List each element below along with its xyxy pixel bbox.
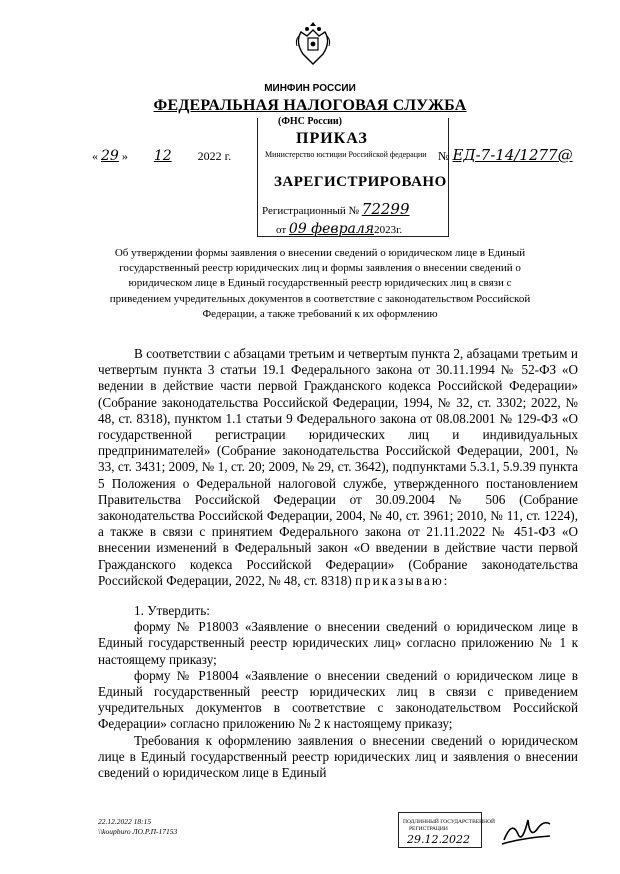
coat-of-arms-emblem [293,18,333,68]
order-date: « 29 » 12 2022 г. [92,148,232,164]
service-name: ФЕДЕРАЛЬНАЯ НАЛОГОВАЯ СЛУЖБА [153,97,467,114]
document-title: Об утверждении формы заявления о внесении сведений о юридическом лице в Единый государственный реестр юридических лиц и формы заявления о внесении сведений о юридическом лице в Единый государственный реестр юридических лиц в связи с приведением учредительных документов в соответствие с законодательством Российской Федерации, а также требований к их оформлению [109,247,531,320]
paragraph-approve: 1. Утвердить: [134,603,210,619]
paragraph-requirements: Требования к оформлению заявления о внесении сведений о юридическом лице в Единый государственный реестр юридических лиц и заявления о внесении сведений о юридическом лице в Единый [98,732,578,781]
order-year: 2022 г. [197,149,232,163]
order-day: 29 [101,148,119,164]
original-stamp-box: ПОДЛИННЫЙ ГОСУДАРСТВЕННОЙ РЕГИСТРАЦИИ 29.12.2022 [398,812,482,848]
stamp-ministry: Министерство юстиции Российской федерации [265,150,427,159]
paragraph-form-r18004: форму № Р18004 «Заявление о внесении сведений о юридическом лице в Единый государственный реестр юридических лиц в связи с приведением учредительных документов в соответствие с законодательством Российской Федерации» согласно приложению № 2 к настоящему приказу; [98,667,578,732]
signature-icon [498,810,554,850]
bottom-stamp [398,808,558,854]
stamp-reg-date: от 09 февраля2023г. [276,221,403,237]
footer-info: 22.12.2022 18:15 \\koupburo ЛО.Р.П-17153 [98,817,178,836]
paragraph-form-r18003: форму № Р18003 «Заявление о внесении сведений о юридическом лице в Единый государственный реестр юридических лиц» согласно приложению № 1 к настоящему приказу; [98,619,578,667]
stamp-reg-number: Регистрационный № 72299 [262,200,410,218]
stamp-status: ЗАРЕГИСТРИРОВАНО [274,174,447,190]
service-abbreviation: (ФНС России) [277,116,342,127]
document-body [98,346,578,781]
order-month: 12 [153,148,172,164]
document-type: ПРИКАЗ [296,130,368,147]
order-number-value: ЕД-7-14/1277@ [452,146,573,164]
paragraph-preamble: В соответствии с абзацами третьим и четвертым пункта 2, абзацами третьим и четвертым пункта 3 статьи 19.1 Федерального закона от 30.11.1994 № 52-ФЗ «О ведении в действие части первой Гражданского кодекса Российской Федерации» (Собрание законодательства Российской Федерации, 1994, № 32, ст. 3302; 2022, № 48, ст. 8318), пунктом 1.1 статьи 9 Федерального закона от 08.08.2001 № 129-ФЗ «О государственной регистрации юридических лиц и индивидуальных предпринимателей» (Собрание законодательства Российской Федерации, 2001, № 33, ст. 3431; 2009, № 1, ст. 20; 2009, № 29, ст. 3642), подпунктами 5.3.1, 5.9.39 пункта 5 Положения о Федеральной налоговой службе, утвержденного постановлением Правительства Российской Федерации от 30.09.2004 № 506 (Собрание законодательства Российской Федерации, 2004, № 40, ст. 3961; 2010, № 11, ст. 1224), а также в связи с принятием Федерального закона от 21.11.2022 № 451-ФЗ «О внесении изменений в Федеральный закон «О введении в действие части первой Гражданского кодекса Российской Федерации» (Собрание законодательства Российской Федерации, 2022, № 48, ст. 8318) приказываю: [98,346,578,588]
ministry-label: МИНФИН РОССИИ [264,83,356,94]
order-number: № ЕД-7-14/1277@ [438,146,573,164]
